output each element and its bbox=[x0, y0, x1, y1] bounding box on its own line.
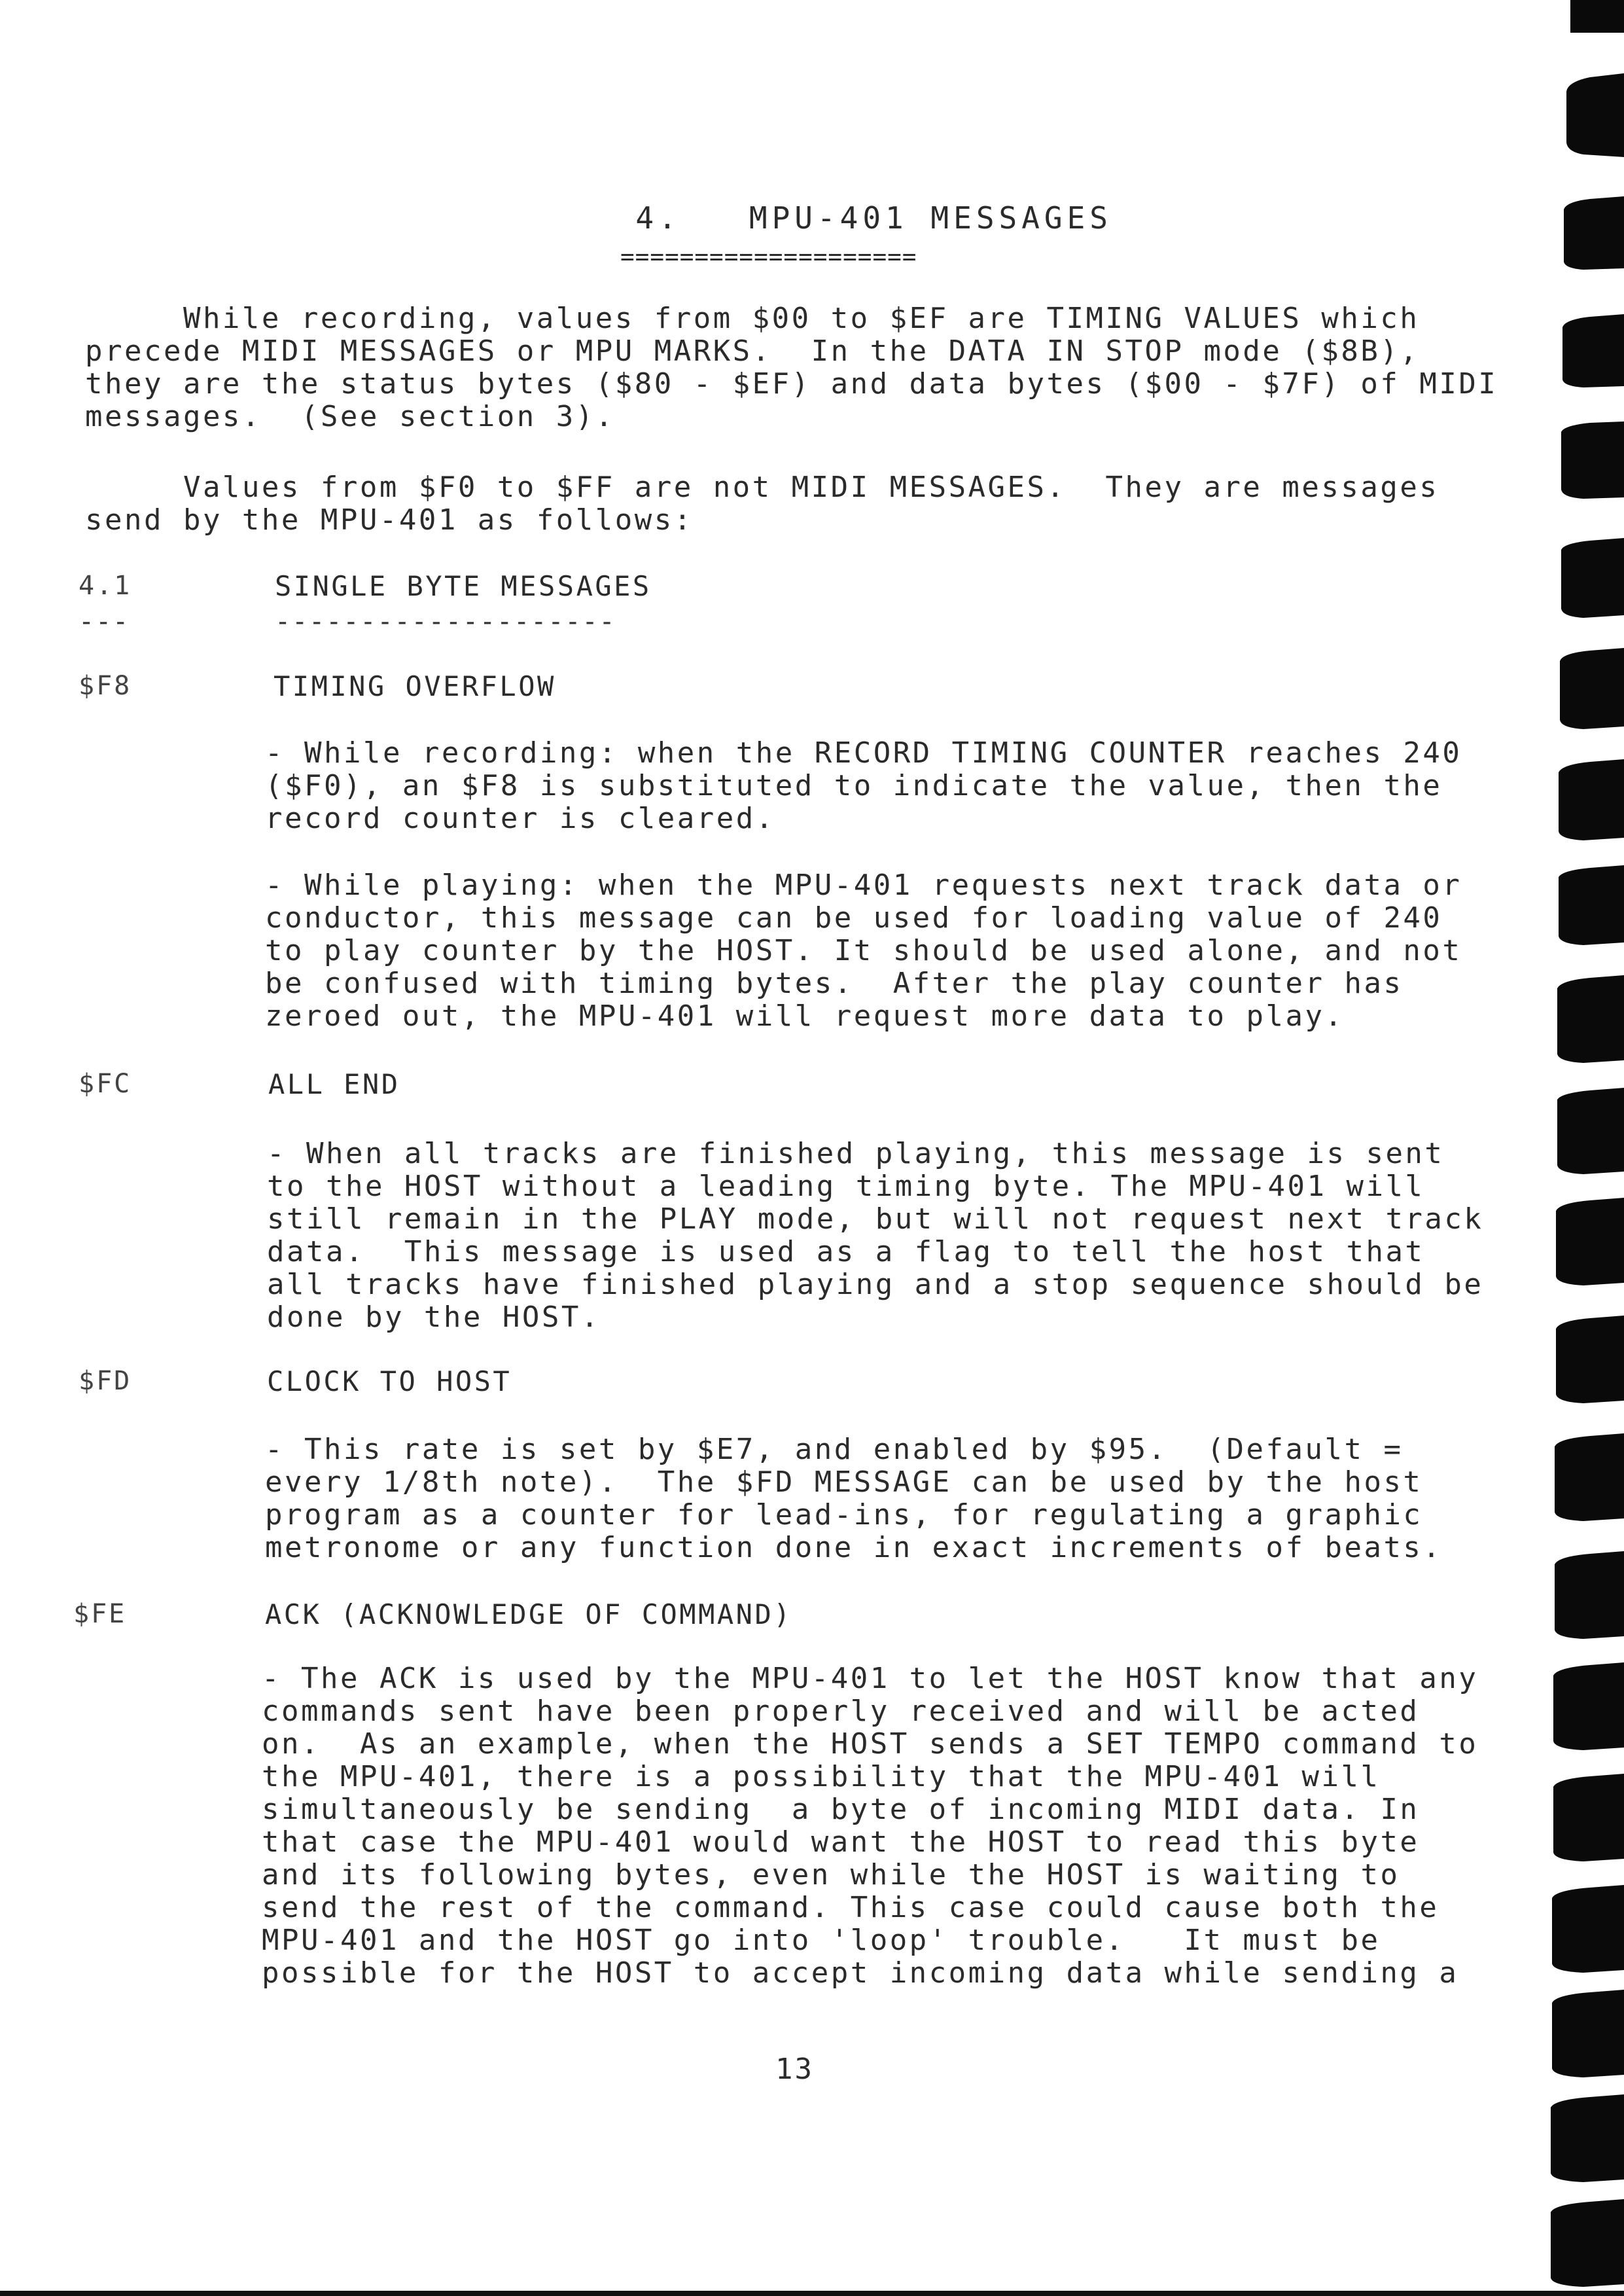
section-title: SINGLE BYTE MESSAGES bbox=[275, 570, 652, 602]
section-number: 4.1 bbox=[79, 571, 132, 601]
all-end-text: - When all tracks are finished playing, this message is sent to the HOST without a leading timing byte. The MPU-401 will still remain in the PLAY mode, but will not request next track data. This message is used as a flag to tell the host that all tracks have finished playing and a stop sequence should be done by the HOST. bbox=[267, 1137, 1484, 1334]
clock-to-host-text: - This rate is set by $E7, and enabled by $95. (Default = every 1/8th note). The $FD MESSAGE can be used by the host program as a counter for lead-ins, for regulating a graphic metronome or any function done in exact increments of beats. bbox=[265, 1433, 1443, 1564]
intro-paragraph-2: Values from $F0 to $FF are not MIDI MESSAGES. They are messages send by the MPU-401 as follows: bbox=[85, 471, 1439, 537]
message-name-all-end: ALL END bbox=[268, 1068, 400, 1100]
timing-overflow-recording-text: - While recording: when the RECORD TIMING COUNTER reaches 240 ($F0), an $F8 is substituted to indicate the value, then the record counter is cleared. bbox=[265, 736, 1462, 835]
timing-overflow-playing-text: - While playing: when the MPU-401 requests next track data or conductor, this message can be used for loading value of 240 to play counter by the HOST. It should be used alone, and not be confused with timing bytes. After the play counter has zeroed out, the MPU-401 will request more data to play. bbox=[265, 869, 1462, 1033]
section-number-rule: --- bbox=[79, 607, 130, 637]
spiral-binding-holes bbox=[1544, 0, 1624, 2296]
title-underline: ==================== bbox=[620, 245, 917, 269]
intro-paragraph-1: While recording, values from $00 to $EF are TIMING VALUES which precede MIDI MESSAGES or MPU MARKS. In the DATA IN STOP mode ($8B), they are the status bytes ($80 - $EF) and data bytes ($00 - $7F) of MIDI messages. (See section 3). bbox=[85, 302, 1498, 433]
ack-text: - The ACK is used by the MPU-401 to let the HOST know that any commands sent have been properly received and will be acted on. As an example, when the HOST sends a SET TEMPO command to the MPU-401, there is a possibility that the MPU-401 will simultaneously be sending a byte of incoming MIDI data. In that case the MPU-401 would want the HOST to read this byte and its following bytes, even while the HOST is waiting to send the rest of the command. This case could cause both the MPU-401 and the HOST go into 'loop' trouble. It must be possible for the HOST to accept incoming data while sending a bbox=[262, 1662, 1479, 1990]
message-name-ack: ACK (ACKNOWLEDGE OF COMMAND) bbox=[265, 1598, 793, 1630]
message-code-fc: $FC bbox=[79, 1069, 132, 1099]
page-number: 13 bbox=[775, 2053, 814, 2086]
message-code-fe: $FE bbox=[73, 1599, 127, 1629]
page-title: 4. MPU-401 MESSAGES bbox=[635, 200, 1112, 236]
section-title-rule: -------------------- bbox=[275, 607, 616, 637]
message-code-f8: $F8 bbox=[79, 671, 132, 701]
message-code-fd: $FD bbox=[79, 1366, 132, 1396]
page-bottom-edge bbox=[0, 2291, 1624, 2296]
message-name-timing-overflow: TIMING OVERFLOW bbox=[274, 670, 556, 702]
message-name-clock-to-host: CLOCK TO HOST bbox=[267, 1365, 512, 1397]
